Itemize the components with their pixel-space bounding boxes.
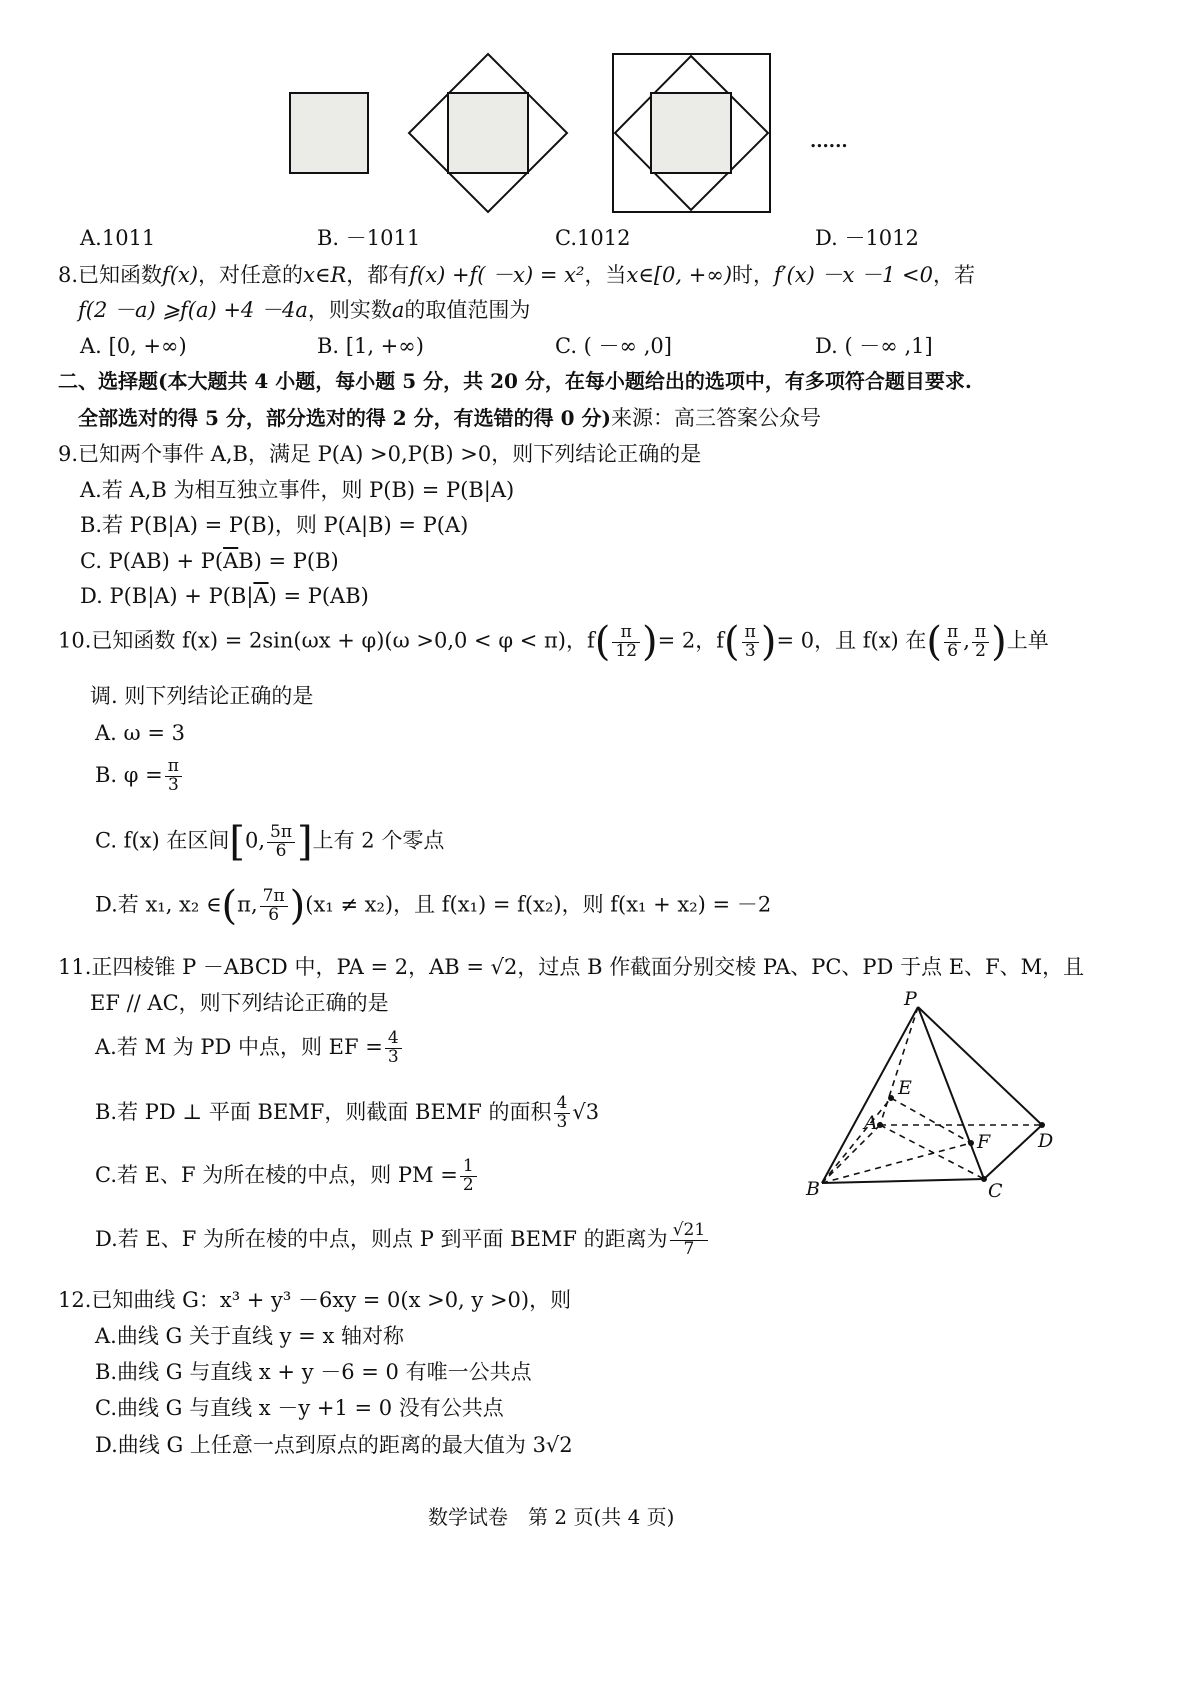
q11-option-a: A.若 M 为 PD 中点，则 EF = $\frac{4}{3}$ bbox=[95, 1030, 404, 1067]
diagonal-ac bbox=[880, 1125, 984, 1179]
q9-stem: 9.已知两个事件 A,B，满足 P(A) >0,P(B) >0，则下列结论正确的是 bbox=[58, 442, 702, 466]
q7-option-a: A.1011 bbox=[80, 226, 156, 250]
label-a: A bbox=[864, 1112, 878, 1134]
source-note: 来源：高三答案公众号 bbox=[611, 406, 821, 430]
q7-option-c: C.1012 bbox=[555, 226, 631, 250]
q10-option-b: B. φ = $\frac{\pi}{3}$ bbox=[95, 758, 184, 795]
point-c bbox=[981, 1176, 987, 1182]
q7-option-d: D. －1012 bbox=[815, 226, 919, 250]
label-c: C bbox=[988, 1180, 1003, 1200]
q9-option-b: B.若 P(B|A) = P(B)，则 P(A|B) = P(A) bbox=[80, 513, 469, 537]
q8-option-a: A. [0, +∞) bbox=[80, 334, 187, 358]
square-stage-1 bbox=[290, 93, 368, 173]
q11-option-d: D.若 E、F 为所在棱的中点，则点 P 到平面 BEMF 的距离为 $\frac{√21}{7}$ bbox=[95, 1222, 710, 1259]
q12-option-c: C.曲线 G 与直线 x －y +1 = 0 没有公共点 bbox=[95, 1396, 504, 1420]
label-p: P bbox=[904, 988, 917, 1010]
section-2-heading-line2: 全部选对的得 5 分，部分选对的得 2 分，有选错的得 0 分)来源：高三答案公众号 bbox=[78, 406, 821, 430]
q9-option-c: C. $P(AB) + P(\overline{A}B) = P(B)$ bbox=[80, 549, 339, 573]
edge-bc bbox=[822, 1179, 984, 1183]
q10-option-c: C. f(x) 在区间[0, $\frac{5\pi}{6}$ ]上有 2 个零点 bbox=[95, 819, 445, 865]
point-f bbox=[968, 1140, 974, 1146]
q11-stem-line2: EF // AC，则下列结论正确的是 bbox=[90, 991, 389, 1015]
q8-stem-line2: f(2 －a) ⩾f(a) +4 －4a，则实数a的取值范围为 bbox=[78, 298, 531, 322]
point-a bbox=[877, 1122, 883, 1128]
q10-stem-line1: 10.已知函数 f(x) = 2sin(ωx + φ)(ω >0,0 < φ < π)，f( $\frac{\pi}{12}$ )= 2，f( $\frac{\pi}{3}$ )= 0，且 f(x) 在( $\frac{\pi}{6}$ , $\frac{\pi}{2}$ )上单 bbox=[58, 619, 1049, 665]
q9-option-d: D. $P(B|A) + P(B|\overline{A}) = P(AB)$ bbox=[80, 584, 369, 608]
label-d: D bbox=[1038, 1130, 1054, 1152]
nested-squares-figure bbox=[280, 50, 900, 220]
q11-stem-line1: 11.正四棱锥 P －ABCD 中，PA = 2，AB = √2，过点 B 作截面分别交棱 PA、PC、PD 于点 E、F、M，且 bbox=[58, 955, 1085, 979]
edge-pc bbox=[918, 1007, 984, 1179]
segment-be bbox=[822, 1098, 891, 1183]
q9-option-a: A.若 A,B 为相互独立事件，则 P(B) = P(B|A) bbox=[80, 478, 515, 502]
label-e: E bbox=[898, 1077, 912, 1099]
pyramid-diagram bbox=[800, 985, 1070, 1200]
q8-option-c: C. ( －∞ ,0] bbox=[555, 334, 672, 358]
q10-option-d: D.若 x₁, x₂ ∈(π, $\frac{7\pi}{6}$ )(x₁ ≠ x₂)，且 f(x₁) = f(x₂)，则 f(x₁ + x₂) = －2 bbox=[95, 883, 772, 929]
sequence-ellipsis: ...... bbox=[810, 131, 848, 152]
q8-option-b: B. [1, +∞) bbox=[317, 334, 424, 358]
q12-option-d: D.曲线 G 上任意一点到原点的距离的最大值为 3√2 bbox=[95, 1433, 573, 1457]
label-f: F bbox=[977, 1131, 991, 1153]
label-b: B bbox=[806, 1178, 820, 1200]
q12-stem: 12.已知曲线 G：x³ + y³ －6xy = 0(x >0, y >0)，则 bbox=[58, 1288, 572, 1312]
point-d bbox=[1039, 1122, 1045, 1128]
q10-stem-line2: 调. 则下列结论正确的是 bbox=[90, 684, 314, 708]
q8-stem-line1: 8.已知函数f(x)，对任意的x∈R，都有f(x) +f( －x) = x²，当x∈[0, +∞)时，f′(x) －x －1 <0，若 bbox=[58, 263, 975, 287]
q8-option-d: D. ( －∞ ,1] bbox=[815, 334, 933, 358]
page-footer: 数学试卷 第 2 页(共 4 页) bbox=[428, 1505, 675, 1529]
q11-option-c: C.若 E、F 为所在棱的中点，则 PM = $\frac{1}{2}$ bbox=[95, 1158, 479, 1195]
pyramid-figure bbox=[800, 285, 1060, 515]
edge-cd bbox=[984, 1125, 1042, 1179]
section-2-heading-line1: 二、选择题(本大题共 4 小题，每小题 5 分，共 20 分，在每小题给出的选项中，有多项符合题目要求. bbox=[58, 369, 972, 393]
inner-square-stage-2 bbox=[448, 93, 528, 173]
q7-option-b: B. －1011 bbox=[317, 226, 421, 250]
q12-option-b: B.曲线 G 与直线 x + y －6 = 0 有唯一公共点 bbox=[95, 1360, 532, 1384]
point-e bbox=[888, 1095, 894, 1101]
q11-option-b: B.若 PD ⊥ 平面 BEMF，则截面 BEMF 的面积 $\frac{4}{3}$ √3 bbox=[95, 1093, 600, 1132]
q12-option-a: A.曲线 G 关于直线 y = x 轴对称 bbox=[95, 1324, 404, 1348]
edge-pd bbox=[918, 1007, 1042, 1125]
inner-square-stage-3 bbox=[651, 93, 731, 173]
q10-option-a: A. ω = 3 bbox=[95, 721, 185, 745]
segment-bf bbox=[822, 1143, 971, 1183]
